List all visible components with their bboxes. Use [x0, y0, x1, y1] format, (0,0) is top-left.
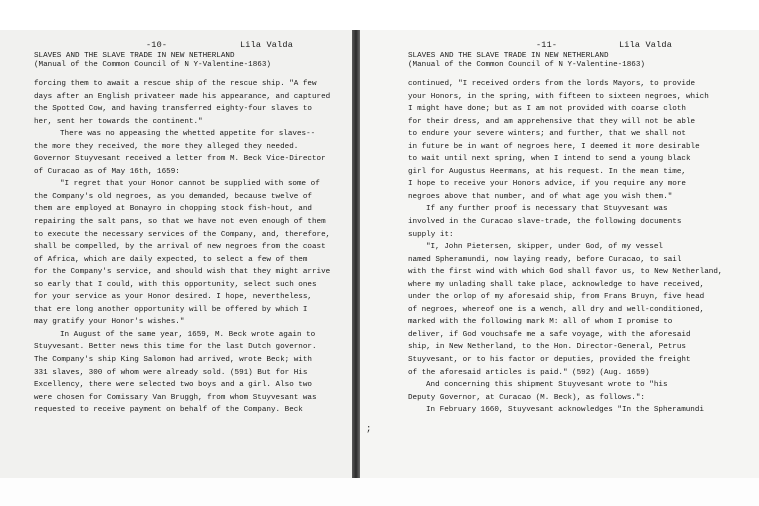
text-line: 331 slaves, 300 of whom were already sold. (591) But for His	[34, 368, 308, 377]
text-line: There was no appeasing the whetted appetite for slaves--	[60, 130, 316, 139]
text-line: of Curacao as of May 16th, 1659:	[34, 167, 180, 176]
right-title-line-1: SLAVES AND THE SLAVE TRADE IN NEW NETHERLAND	[408, 52, 609, 60]
left-page-number: -10-	[146, 40, 168, 50]
text-line: named Spheramundi, now laying ready, before Curacao, to sail	[408, 255, 682, 264]
left-page-author: Lila Valda	[240, 40, 294, 50]
text-line: under the orlop of my aforesaid ship, from Frans Bruyn, five head	[408, 293, 705, 302]
text-line: the Company's old negroes, as you demanded, because twelve of	[34, 192, 312, 201]
text-line: In February 1660, Stuyvesant acknowledges "In the Spheramundi	[426, 406, 704, 415]
bottom-margin	[0, 478, 759, 506]
text-line: "I regret that your Honor cannot be supplied with some of	[60, 180, 320, 189]
text-line: may gratify your Honor's wishes."	[34, 318, 185, 327]
text-line: of Africa, which are daily expected, to select a few of them	[34, 255, 308, 264]
text-line: involved in the Curacao slave-trade, the following documents	[408, 218, 682, 227]
text-line: repairing the salt pans, so that we have not even enough of them	[34, 218, 326, 227]
text-line: that ere long another opportunity will be offered by which I	[34, 305, 308, 314]
text-line: for the Company's service, and should wish that they might arrive	[34, 268, 331, 277]
text-line: the more they received, the more they alleged they needed.	[34, 142, 299, 151]
text-line: supply it:	[408, 230, 454, 239]
text-line: were chosen for Comissary Van Bruggh, from whom Stuyvesant was	[34, 393, 317, 402]
text-line: girl for Augustus Heermans, at his request. In the mean time,	[408, 167, 686, 176]
text-line: continued, "I received orders from the lords Mayors, to provide	[408, 80, 696, 88]
text-line: marked with the following mark M: all of whom I promise to	[408, 318, 673, 327]
text-line: where my unlading shall take place, acknowledge to have received,	[408, 280, 705, 289]
right-page	[360, 30, 759, 482]
right-page-author: Lila Valda	[619, 40, 673, 50]
text-line: of negroes, whereof one is a wench, all dry and well-conditioned,	[408, 305, 705, 314]
text-line: so early that I could, with this opportunity, select such ones	[34, 280, 317, 289]
text-line: The Company's ship King Salomon had arrived, wrote Beck; with	[34, 356, 312, 365]
text-line: for your service as your Honor desired. I hope, nevertheless,	[34, 293, 312, 302]
left-page-title	[34, 52, 271, 70]
text-line: them are employed at Bonayro in chopping stock fish-hout, and	[34, 205, 312, 214]
text-line: the Spotted Cow, and having transferred eighty-four slaves to	[34, 105, 312, 114]
left-page-body	[34, 78, 330, 417]
right-page-title	[408, 52, 645, 70]
text-line: ship, in New Netherland, to the Hon. Director-General, Petrus	[408, 343, 686, 352]
text-line: I might have done; but as I am not provided with coarse cloth	[408, 105, 686, 114]
text-line: Governor Stuyvesant received a letter from M. Beck Vice-Director	[34, 155, 326, 164]
text-line: forcing them to await a rescue ship of the rescue ship. "A few	[34, 80, 317, 88]
text-line: to endure your severe winters; and further, that we shall not	[408, 130, 686, 139]
text-line: Stuyvesant, or to his factor or deputies, provided the freight	[408, 356, 691, 365]
right-title-line-2: (Manual of the Common Council of N Y-Valentine-1863)	[408, 60, 645, 69]
text-line: days after an English privateer made his appearance, and captured	[34, 92, 331, 101]
text-line: with the first wind with which God shall favor us, to New Netherland,	[408, 268, 723, 277]
text-line: to wait until next spring, when I intend to send a young black	[408, 155, 691, 164]
right-page-number: -11-	[536, 40, 558, 50]
text-line: Excellency, there were selected two boys and a girl. Also two	[34, 381, 312, 390]
text-line: your Honors, in the spring, with fifteen to sixteen negroes, which	[408, 92, 709, 101]
text-line: shall be compelled, by the arrival of new negroes from the coast	[34, 243, 326, 252]
text-line: I hope to receive your Honors advice, if you require any more	[408, 180, 686, 189]
text-line: And concerning this shipment Stuyvesant wrote to "his	[426, 381, 668, 390]
text-line: her, sent her towards the continent."	[34, 117, 203, 126]
text-line: deliver, if God vouchsafe me a safe voyage, with the aforesaid	[408, 330, 691, 339]
left-title-line-1: SLAVES AND THE SLAVE TRADE IN NEW NETHERLAND	[34, 52, 235, 60]
right-page-body	[408, 78, 722, 417]
text-line: "I, John Pietersen, skipper, under God, of my vessel	[426, 243, 663, 252]
text-line: in future be in want of negroes here, I deemed it more desirable	[408, 142, 700, 151]
book-gutter	[352, 30, 360, 482]
text-line: for their dress, and am apprehensive that they will not be able	[408, 117, 696, 126]
left-title-line-2: (Manual of the Common Council of N Y-Valentine-1863)	[34, 60, 271, 69]
text-line: of the aforesaid articles is paid." (592) (Aug. 1659)	[408, 368, 650, 377]
margin-mark: ;	[366, 424, 372, 434]
text-line: Deputy Governor, at Curacao (M. Beck), as follows.":	[408, 393, 645, 402]
left-page	[0, 30, 352, 482]
text-line: requested to receive payment on behalf of the Company. Beck	[34, 406, 303, 415]
text-line: to execute the necessary services of the Company, and, therefore,	[34, 230, 331, 239]
text-line: In August of the same year, 1659, M. Beck wrote again to	[60, 330, 316, 339]
text-line: Stuyvesant. Better news this time for the last Dutch governor.	[34, 343, 317, 352]
text-line: negroes above that number, and of what age you wish them."	[408, 192, 673, 201]
text-line: If any further proof is necessary that Stuyvesant was	[426, 205, 668, 214]
